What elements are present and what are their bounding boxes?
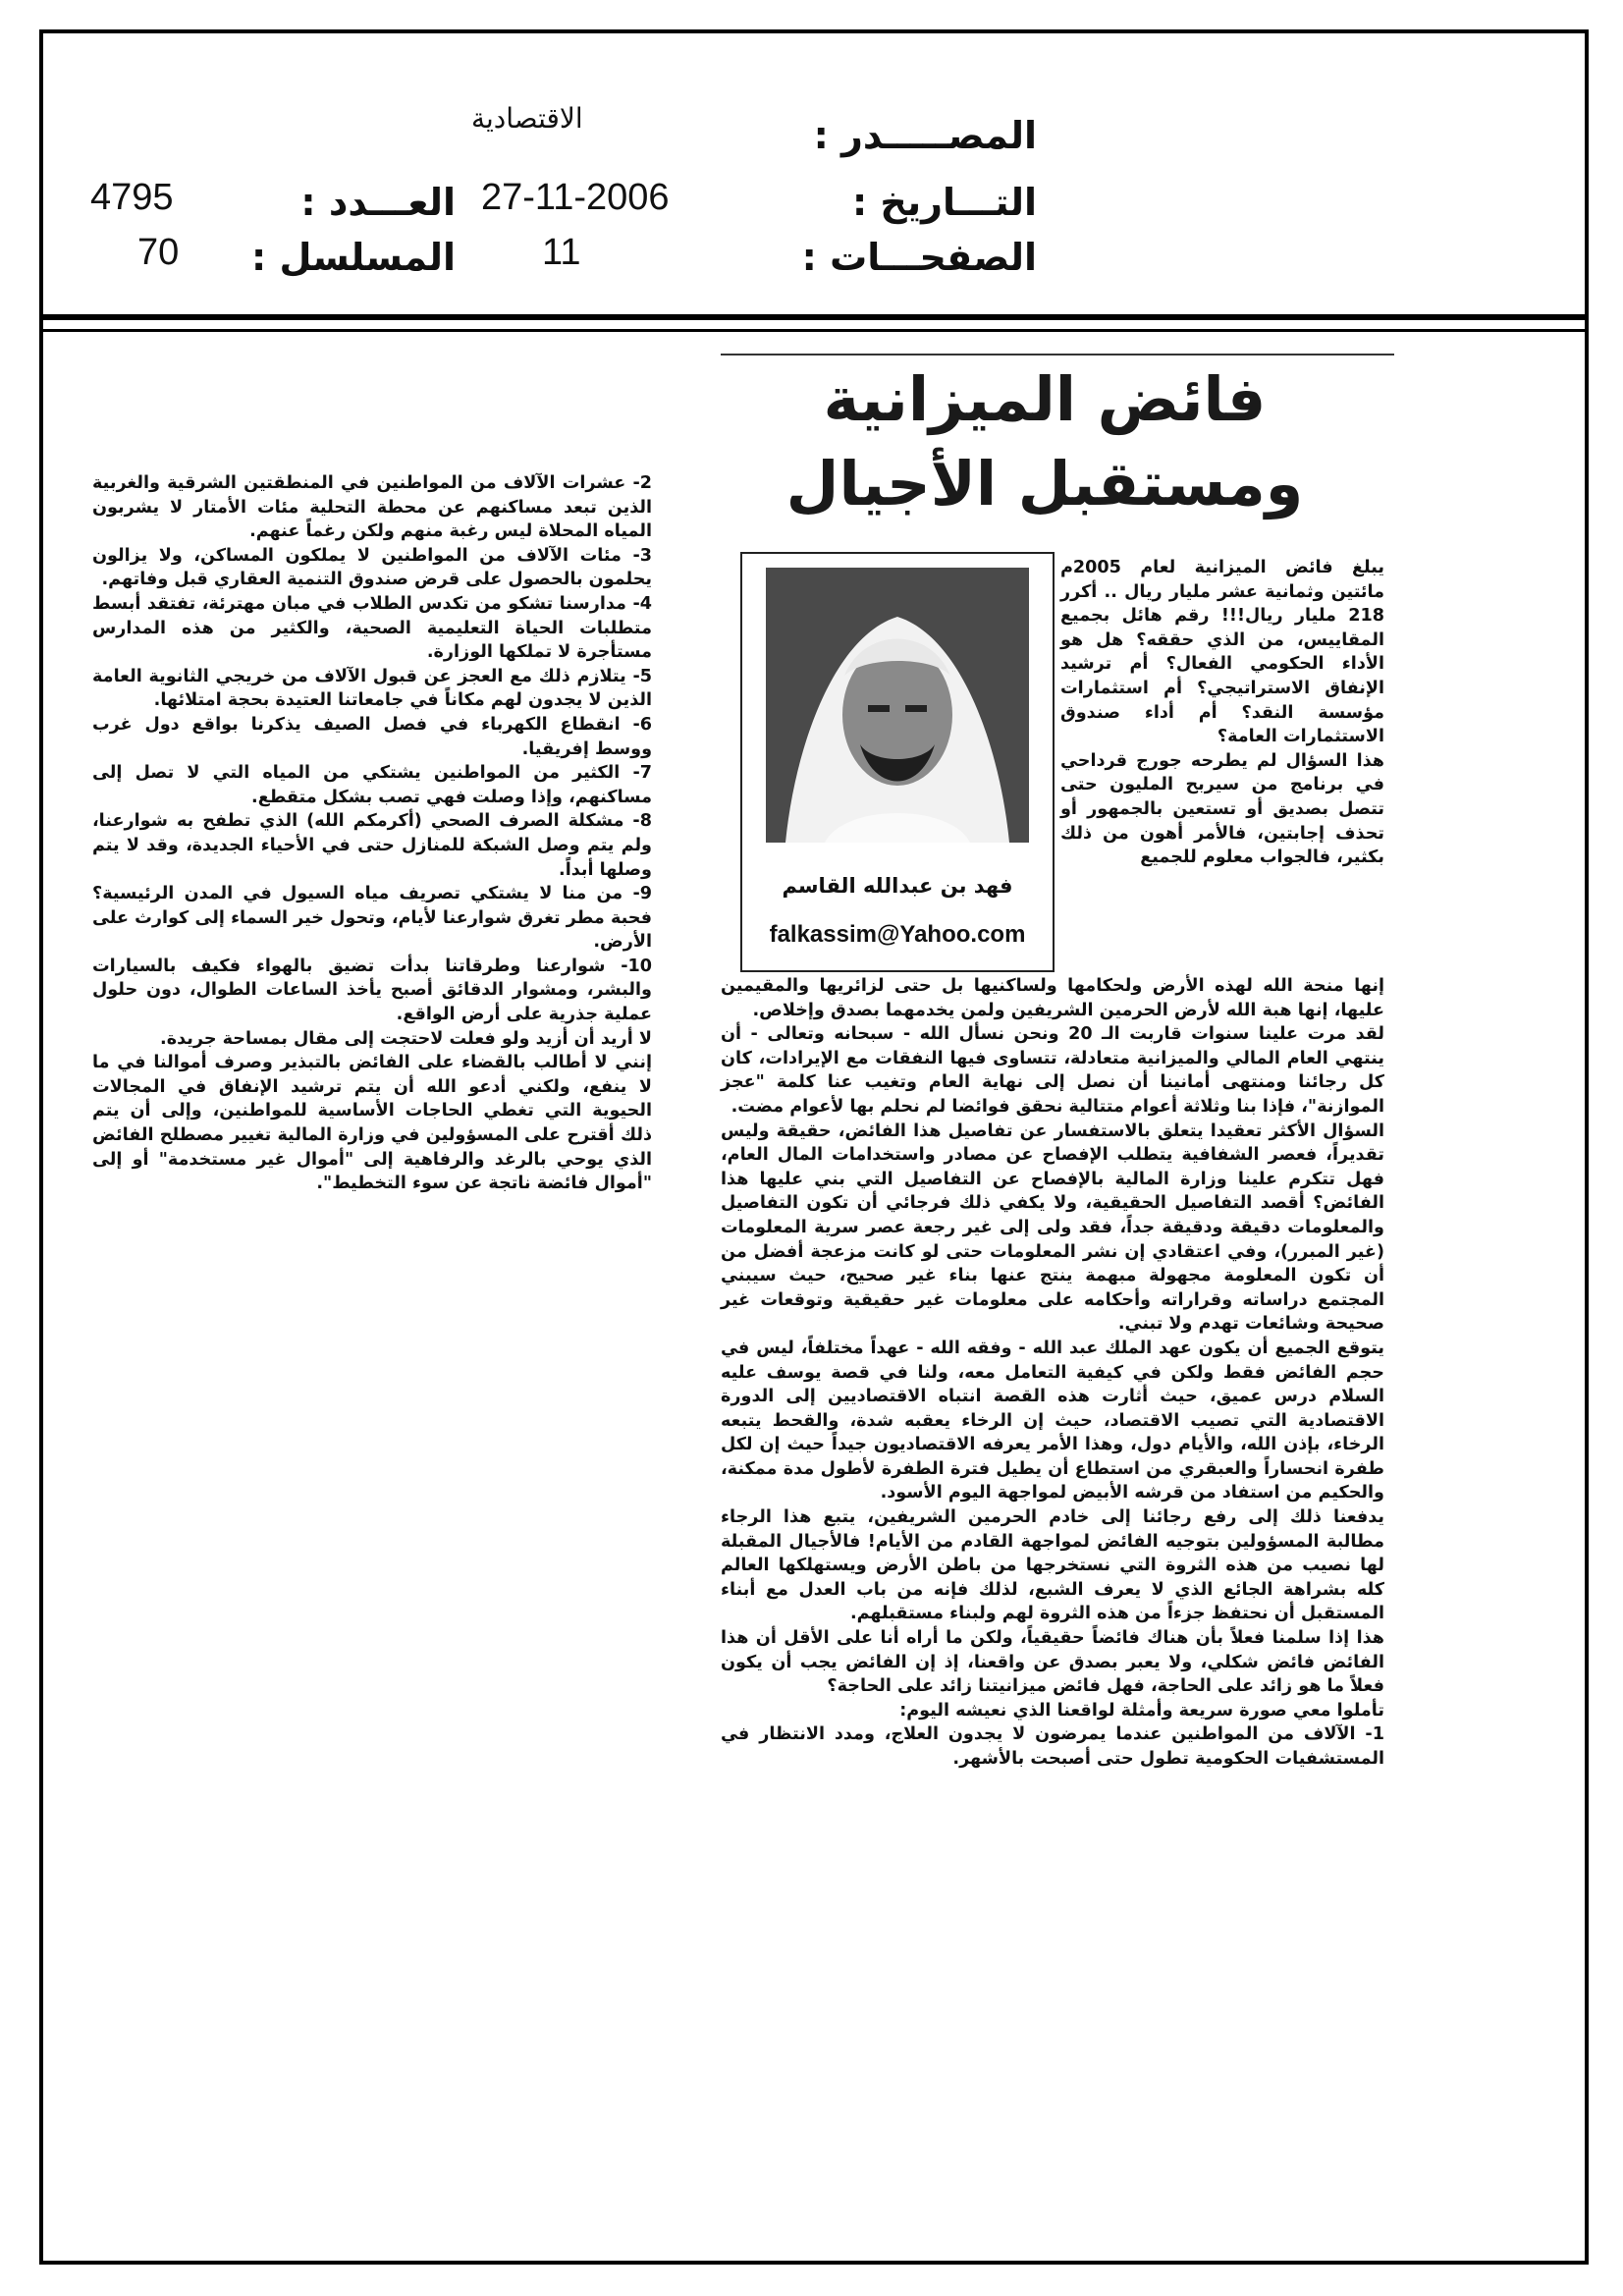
source-value: الاقتصادية <box>471 102 583 135</box>
list-paragraph: 4- مدارسنا تشكو من تكدس الطلاب في مبان مهترئة، تفتقد أبسط متطلبات الحياة التعليمية الصحية، والكثير من هذه المدارس مستأجرة لا تملكها الوزارة. <box>92 593 652 663</box>
date-label: التـــاريخ : <box>852 181 1037 224</box>
body-paragraph: إنها منحة الله لهذه الأرض ولحكامها ولساكنيها بل حتى لزائريها والمقيمين عليها، إنها هبة الله لأرض الحرمين الشريفين ولمن يخدمهما بصدق وإخلاص. <box>721 976 1384 1020</box>
intro-paragraph: هذا السؤال لم يطرحه جورج قرداحي في برنامج من سيربح المليون حتى تتصل بصديق أو تستعين بالجمهور أو تحذف إجابتين، فالأمر أهون من ذلك بكثير، فالجواب معلوم للجميع <box>1060 750 1384 868</box>
archive-header <box>43 33 1585 320</box>
list-paragraph: 10- شوارعنا وطرقاتنا بدأت تضيق بالهواء فكيف بالسيارات والبشر، ومشوار الدقائق أصبح يأخذ الساعات الطوال، دون حلول عملية جذرية على أرض الواقع. <box>92 956 652 1025</box>
serial-value: 70 <box>137 232 180 273</box>
author-name: فهد بن عبدالله القاسم <box>782 874 1013 898</box>
author-photo <box>766 568 1029 843</box>
clipping-sheet <box>39 29 1589 2265</box>
serial-label: المسلسل : <box>251 236 456 279</box>
list-paragraph: 2- عشرات الآلاف من المواطنين في المنطقتين الشرقية والغربية الذين تبعد مساكنهم عن محطة التحلية مئات الأمتار لا يشربون المياه المحلاة ليس رغبة منهم ولكن رغماً عنهم. <box>92 473 652 542</box>
list-paragraph: 3- مئات الآلاف من المواطنين لا يملكون المساكن، ولا يزالون يحلمون بالحصول على قرض صندوق التنمية العقاري قبل وفاتهم. <box>92 545 652 590</box>
headline-line-2: ومستقبل الأجيال <box>785 448 1304 519</box>
author-photo-frame <box>740 552 1055 972</box>
body-paragraph: يتوقع الجميع أن يكون عهد الملك عبد الله - وفقه الله - عهداً مختلفاً، ليس في حجم الفائض فقط ولكن في كيفية التعامل معه، ولنا في قصة يوسف عليه السلام درس عميق، حيث أثارت هذه القصة انتباه الاقتصاديين إلى الدورة الاقتصادية التي تصيب الاقتصاد، حيث إن الرخاء يعقبه شدة، والقحط يتبعه الرخاء، بإذن الله، والأيام دول، وهذا الأمر يعرفه الاقتصاديون جيداً حيث إن لكل طفرة انحساراً والعبقري من استطاع أن يطيل فترة الطفرة لأطول مدة ممكنة، والحكيم من استفاد من قرشه الأبيض لمواجهة اليوم الأسود. <box>721 1338 1384 1503</box>
header-divider <box>43 329 1585 332</box>
article-main-column <box>721 974 1384 1772</box>
article-intro-column <box>1060 556 1384 870</box>
list-paragraph: 8- مشكلة الصرف الصحي (أكرمكم الله) الذي تطفح به شوارعنا، ولم يتم وصل الشبكة للمنازل حتى في الأحياء الجديدة، وقد لا يتم وصلها أبداً. <box>92 811 652 880</box>
list-paragraph: لا أريد أن أزيد ولو فعلت لاحتجت إلى مقال بمساحة جريدة. <box>160 1028 652 1049</box>
article-top-rule <box>721 354 1394 355</box>
article-continuation-column <box>92 471 652 1196</box>
intro-paragraph: يبلغ فائض الميزانية لعام 2005م مائتين وثمانية عشر مليار ريال .. أكرر 218 مليار ريال!!! رقم هائل بجميع المقاييس، من الذي حققه؟ هل هو الأداء الحكومي الفعال؟ أم ترشيد الإنفاق الاستراتيجي؟ أم استثمارات مؤسسة النقد؟ أم أداء صندوق الاستثمارات العامة؟ <box>1060 558 1384 747</box>
list-paragraph: 9- من منا لا يشتكي تصريف مياه السيول في المدن الرئيسية؟ فحبة مطر تغرق شوارعنا لأيام، وتحول خير السماء إلى كوارث على الأرض. <box>92 884 652 953</box>
body-paragraph: يدفعنا ذلك إلى رفع رجائنا إلى خادم الحرمين الشريفين، يتبع هذا الرجاء مطالبة المسؤولين بتوجيه الفائض لمواجهة القادم من الأيام! فالأجيال المقبلة لها نصيب من هذه الثروة التي نستخرجها من باطن الأرض ويستهلكها العالم كله بشراهة الجائع الذي لا يعرف الشبع، لذلك فإنه من باب العدل مع أبناء المستقبل أن نحتفظ جزءاً من هذه الثروة لهم ولبناء مستقبلهم. <box>721 1507 1384 1624</box>
list-paragraph: إنني لا أطالب بالقضاء على الفائض بالتبذير وصرف أموالنا في ما لا ينفع، ولكني أدعو الله أن يتم ترشيد الإنفاق في المجالات الحيوية التي تغطي الحاجات الأساسية للمواطنين، وإلى أن يتم ذلك أقترح على المسؤولين في وزارة المالية تغيير مصطلح الفائض الذي يوحي بالرغد والرفاهية إلى "أموال غير مستخدمة" أو إلى "أموال فائضة ناتجة عن سوء التخطيط". <box>92 1053 652 1194</box>
body-paragraph: تأملوا معي صورة سريعة وأمثلة لواقعنا الذي نعيشه اليوم: <box>899 1700 1384 1721</box>
pages-label: الصفحـــات : <box>801 236 1037 279</box>
author-portrait-image <box>766 568 1029 843</box>
headline-line-1: فائض الميزانية <box>823 363 1267 435</box>
list-paragraph: 6- انقطاع الكهرباء في فصل الصيف يذكرنا بواقع دول غرب ووسط إفريقيا. <box>92 714 652 759</box>
body-paragraph: لقد مرت علينا سنوات قاربت الـ 20 ونحن نسأل الله - سبحانه وتعالى - أن ينتهي العام المالي والميزانية متعادلة، تتساوى فيها النفقات مع الإيرادات، كان كل رجائنا ومنتهى أمانينا أن نصل إلى نهاية العام وتغيب عنا كلمة "عجز الموازنة"، فإذا بنا وثلاثة أعوام متتالية نحقق فوائضا لم نحلم بها لأعوام مضت. <box>721 1024 1385 1117</box>
list-paragraph: 7- الكثير من المواطنين يشتكي من المياه التي لا تصل إلى مساكنهم، وإذا وصلت فهي تصب بشكل متقطع. <box>92 763 652 807</box>
list-paragraph: 5- يتلازم ذلك مع العجز عن قبول الآلاف من خريجي الثانوية العامة الذين لا يجدون لهم مكاناً في جامعاتنا العتيدة بحجة امتلائها. <box>92 666 652 711</box>
source-label: المصـــــدر : <box>813 114 1037 157</box>
article-headline <box>730 357 1359 526</box>
body-paragraph: هذا إذا سلمنا فعلاً بأن هناك فائضاً حقيقياً، ولكن ما أراه أنا على الأقل أن هذا الفائض فائض شكلي، ولا يعبر بصدق عن واقعنا، إذ إن الفائض يجب أن يكون فعلاً ما هو زائد على الحاجة، فهل فائض ميزانيتنا زائد على الحاجة؟ <box>721 1628 1384 1697</box>
pages-value: 11 <box>542 232 581 273</box>
body-paragraph: 1- الآلاف من المواطنين عندما يمرضون لا يجدون العلاج، ومدد الانتظار في المستشفيات الحكومية تطول حتى أصبحت بالأشهر. <box>721 1724 1384 1769</box>
date-value: 27-11-2006 <box>481 177 670 218</box>
body-paragraph: السؤال الأكثر تعقيدا يتعلق بالاستفسار عن تفاصيل هذا الفائض، حقيقة وليس تقديراً، فعصر الشفافية يتطلب الإفصاح عن مصادر واستخدامات المال العام، فهل تتكرم علينا وزارة المالية بالإفصاح عن التفاصيل التي بني عليها هذا الفائض؟ أقصد التفاصيل الحقيقية، ولا يكفي ذلك فرجائي أن تكون التفاصيل والمعلومات دقيقة ودقيقة جداً، فقد ولى إلى غير رجعة عصر سرية المعلومات (غير المبرر)، وفي اعتقادي إن نشر المعلومات حتى لو كانت مزعجة أفضل من أن تكون المعلومة مجهولة مبهمة ينتج عنها بناء غير صحيح، حيث سيبني المجتمع دراساته وقراراته وأحكامه على معلومات غير حقيقية وتوقعات غير صحيحة وشائعات تهدم ولا تبني. <box>721 1121 1384 1335</box>
issue-value: 4795 <box>90 177 174 218</box>
author-email: falkassim@Yahoo.com <box>769 921 1026 948</box>
issue-label: العـــدد : <box>300 181 456 224</box>
